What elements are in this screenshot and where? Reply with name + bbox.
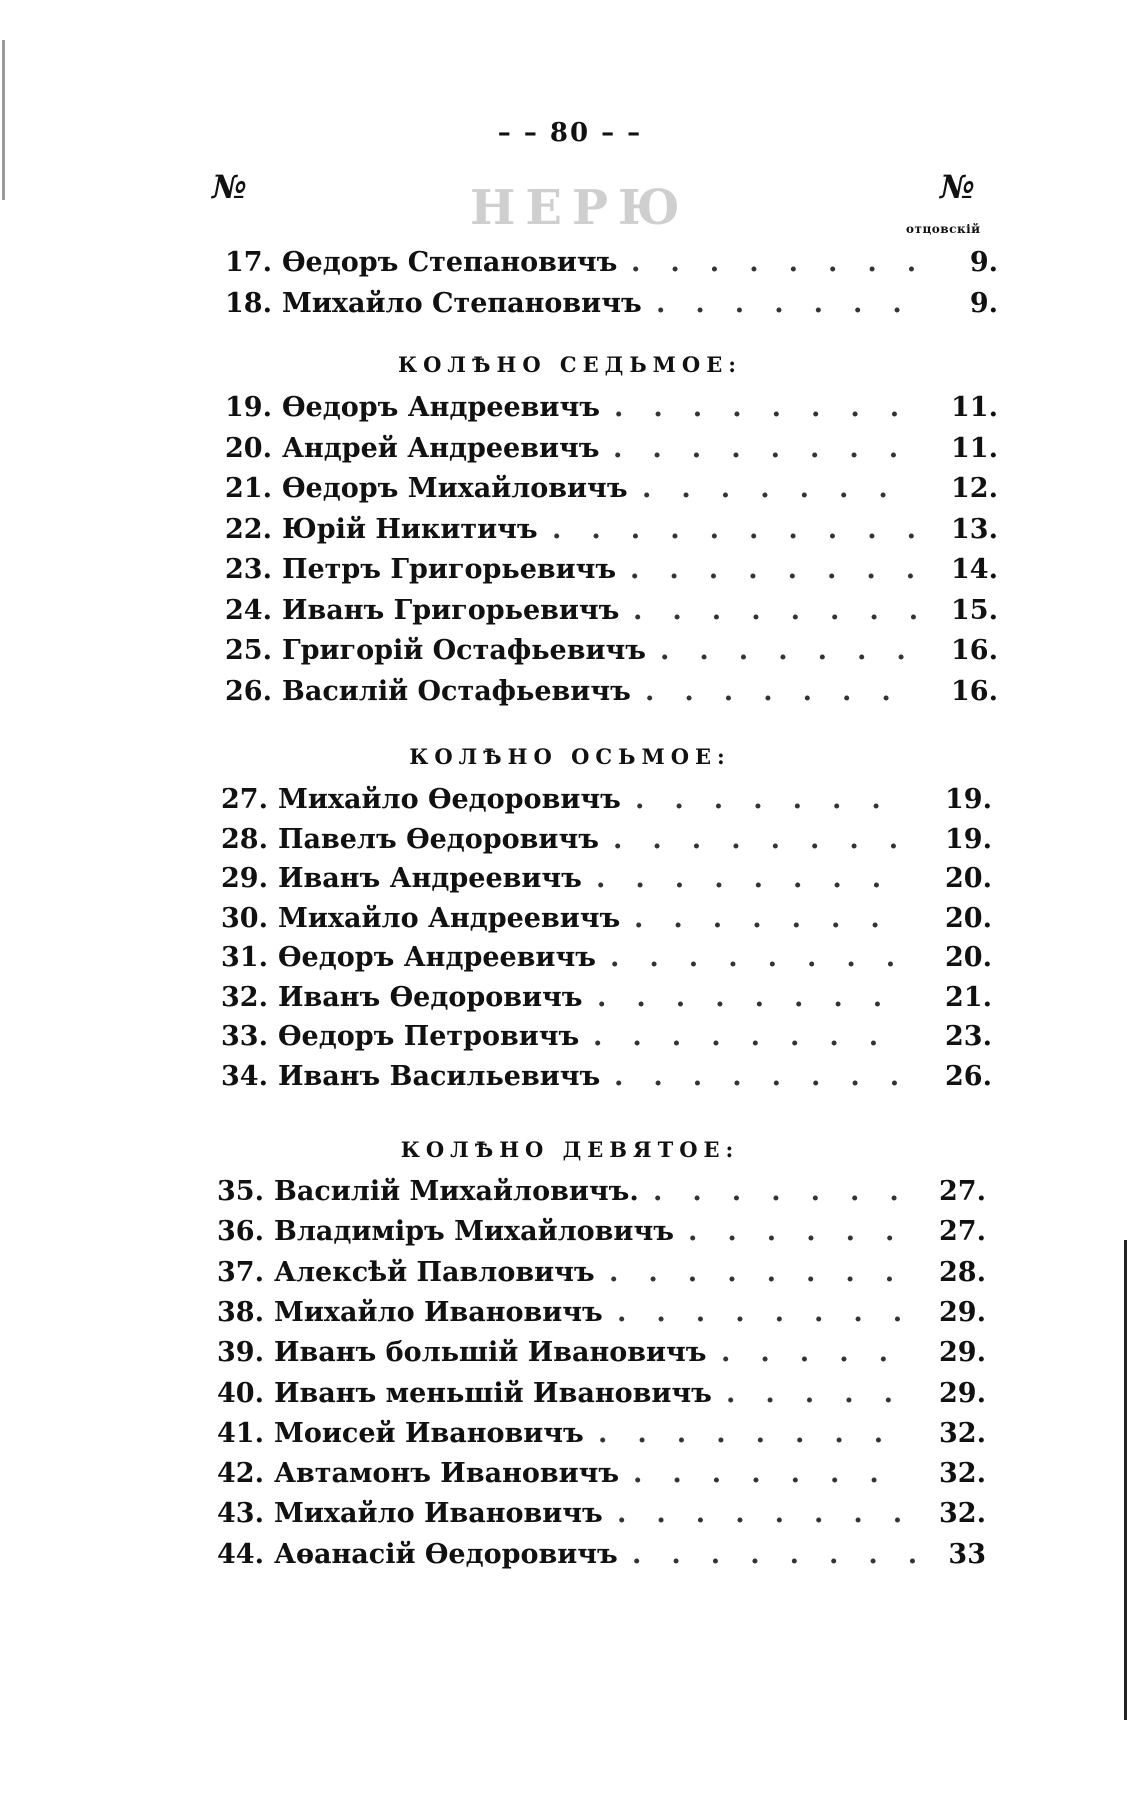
person-name: Григорій Остафьевичъ bbox=[282, 635, 646, 666]
person-name: Өедоръ Петровичъ bbox=[278, 1021, 580, 1052]
person-name: Иванъ Григорьевичъ bbox=[282, 594, 620, 626]
leader-dots: ....... bbox=[660, 635, 936, 666]
entry-number: 29. bbox=[221, 863, 268, 894]
person-name: Михайло Андреевичъ bbox=[278, 902, 621, 934]
person-name: Иванъ Өедоровичъ bbox=[278, 981, 583, 1013]
entry-number: 25. bbox=[225, 635, 272, 666]
generation-heading: КОЛѢНО СЕДЬМОЕ: bbox=[398, 352, 742, 377]
father-number: 9. bbox=[969, 287, 998, 319]
person-name: Василій Михайловичъ. bbox=[274, 1176, 639, 1207]
list-item bbox=[198, 672, 998, 712]
father-number: 26. bbox=[945, 1060, 992, 1092]
person-name: Иванъ меньшій Ивановичъ bbox=[274, 1377, 712, 1409]
father-number: 32. bbox=[939, 1417, 986, 1449]
entry-number: 35. bbox=[217, 1176, 264, 1207]
person-name: Өедоръ Андреевичъ bbox=[278, 942, 596, 973]
entry-number: 21. bbox=[225, 473, 272, 504]
entry-number: 30. bbox=[221, 902, 268, 934]
person-name: Аөанасій Өедоровичъ bbox=[274, 1538, 618, 1570]
father-number: 19. bbox=[945, 784, 992, 815]
page-number: – – 80 – – bbox=[497, 118, 643, 148]
list-item bbox=[190, 1253, 986, 1293]
father-number: 13. bbox=[951, 513, 998, 545]
list-item bbox=[194, 978, 992, 1018]
father-number: 27. bbox=[939, 1176, 986, 1207]
list-item bbox=[194, 899, 992, 939]
person-name: Павелъ Өедоровичъ bbox=[278, 823, 599, 855]
entry-number: 34. bbox=[221, 1060, 268, 1092]
list-item bbox=[198, 388, 998, 428]
father-number: 29. bbox=[939, 1377, 986, 1409]
leader-dots: ....... bbox=[656, 287, 932, 319]
list-item bbox=[194, 780, 992, 820]
leader-dots: ...... bbox=[688, 1216, 925, 1248]
list-item bbox=[198, 243, 998, 283]
list-item bbox=[190, 1494, 986, 1534]
faint-bleed-heading: НЕРЮ bbox=[470, 180, 690, 236]
leader-dots: ........ bbox=[632, 1538, 948, 1570]
father-number: 16. bbox=[951, 675, 998, 707]
leader-dots: ..... bbox=[721, 1337, 918, 1369]
entry-number: 42. bbox=[217, 1458, 264, 1490]
father-number: 29. bbox=[939, 1337, 986, 1369]
entry-number: 36. bbox=[217, 1216, 264, 1248]
leader-dots: ....... bbox=[653, 1176, 929, 1207]
list-item bbox=[198, 469, 998, 509]
list-item bbox=[190, 1172, 986, 1212]
father-number: 20. bbox=[945, 902, 992, 934]
person-name: Алексѣй Павловичъ bbox=[274, 1256, 595, 1288]
person-name: Өедоръ Андреевичъ bbox=[282, 392, 600, 423]
father-number: 32. bbox=[939, 1458, 986, 1490]
person-name: Моисей Ивановичъ bbox=[274, 1417, 584, 1449]
leader-dots: ........ bbox=[614, 1060, 930, 1092]
person-name: Михайло Ивановичъ bbox=[274, 1498, 603, 1530]
father-number: 14. bbox=[951, 554, 998, 585]
leader-dots: ........ bbox=[617, 1296, 933, 1328]
entry-number: 32. bbox=[221, 981, 268, 1013]
father-number: 11. bbox=[951, 392, 998, 423]
list-item bbox=[194, 859, 992, 899]
father-number: 27. bbox=[939, 1216, 986, 1248]
entry-number: 17. bbox=[225, 247, 272, 278]
person-name: Автамонъ Ивановичъ bbox=[274, 1458, 620, 1490]
leader-dots: ........ bbox=[597, 981, 913, 1013]
person-name: Өедоръ Михайловичъ bbox=[282, 473, 628, 504]
entry-number: 43. bbox=[217, 1498, 264, 1530]
list-item bbox=[198, 591, 998, 631]
leader-dots: ........ bbox=[613, 432, 929, 464]
person-name: Юрій Никитичъ bbox=[282, 513, 538, 545]
entry-number: 24. bbox=[225, 594, 272, 626]
list-item bbox=[198, 429, 998, 469]
father-number: 32. bbox=[939, 1498, 986, 1530]
leader-dots: .......... bbox=[552, 513, 946, 545]
list-item bbox=[198, 550, 998, 590]
entry-number: 27. bbox=[221, 784, 268, 815]
entry-number: 39. bbox=[217, 1337, 264, 1369]
father-number: 9. bbox=[969, 247, 998, 278]
list-item bbox=[194, 820, 992, 860]
entry-number: 41. bbox=[217, 1417, 264, 1449]
leader-dots: ........ bbox=[613, 823, 929, 855]
list-item bbox=[198, 284, 998, 324]
leader-dots: ........ bbox=[633, 594, 949, 626]
entry-number: 31. bbox=[221, 942, 268, 973]
list-item bbox=[190, 1535, 986, 1575]
person-name: Андрей Андреевичъ bbox=[282, 432, 600, 464]
leader-dots: ....... bbox=[633, 1458, 909, 1490]
father-number: 19. bbox=[945, 823, 992, 855]
father-number: 21. bbox=[945, 981, 992, 1013]
entry-number: 38. bbox=[217, 1296, 264, 1328]
father-number: 12. bbox=[951, 473, 998, 504]
leader-dots: ........ bbox=[630, 554, 946, 585]
entry-number: 19. bbox=[225, 392, 272, 423]
list-item bbox=[190, 1374, 986, 1414]
list-item bbox=[190, 1293, 986, 1333]
father-number: 28. bbox=[939, 1256, 986, 1288]
person-name: Василій Остафьевичъ bbox=[282, 675, 631, 707]
entry-number: 28. bbox=[221, 823, 268, 855]
father-number-column-label: отцовскій bbox=[906, 222, 981, 236]
entry-number: 26. bbox=[225, 675, 272, 707]
father-number: 15. bbox=[951, 594, 998, 626]
leader-dots: ........ bbox=[609, 1256, 925, 1288]
entry-number: 40. bbox=[217, 1377, 264, 1409]
entry-number: 20. bbox=[225, 432, 272, 464]
person-name: Иванъ большій Ивановичъ bbox=[274, 1337, 707, 1369]
leader-dots: ..... bbox=[726, 1377, 923, 1409]
entry-number: 33. bbox=[221, 1021, 268, 1052]
leader-dots: ........ bbox=[617, 1498, 933, 1530]
entry-number: 22. bbox=[225, 513, 272, 545]
entry-number: 37. bbox=[217, 1256, 264, 1288]
leader-dots: ....... bbox=[642, 473, 918, 504]
entry-number: 44. bbox=[217, 1538, 264, 1570]
person-name: Петръ Григорьевичъ bbox=[282, 554, 617, 585]
leader-dots: ........ bbox=[593, 1021, 909, 1052]
father-number: 11. bbox=[951, 432, 998, 464]
list-item bbox=[190, 1333, 986, 1373]
list-item bbox=[198, 510, 998, 550]
list-item bbox=[194, 938, 992, 978]
list-item bbox=[190, 1454, 986, 1494]
list-item bbox=[194, 1017, 992, 1057]
father-number: 23. bbox=[945, 1021, 992, 1052]
person-name: Михайло Степановичъ bbox=[282, 287, 642, 319]
person-name: Иванъ Андреевичъ bbox=[278, 863, 582, 894]
father-number: 20. bbox=[945, 942, 992, 973]
father-number: 29. bbox=[939, 1296, 986, 1328]
leader-dots: ........ bbox=[596, 863, 912, 894]
father-number-column-mark: № bbox=[940, 168, 975, 206]
father-number: 16. bbox=[951, 635, 998, 666]
generation-heading: КОЛѢНО ДЕВЯТОЕ: bbox=[400, 1137, 740, 1162]
leader-dots: ........ bbox=[631, 247, 947, 278]
entry-number: 18. bbox=[225, 287, 272, 319]
person-name: Иванъ Васильевичъ bbox=[278, 1060, 601, 1092]
father-number: 20. bbox=[945, 863, 992, 894]
right-margin-scan-line bbox=[1124, 1240, 1127, 1720]
person-name: Михайло Өедоровичъ bbox=[278, 784, 621, 815]
leader-dots: ........ bbox=[598, 1417, 914, 1449]
leader-dots: ....... bbox=[634, 902, 910, 934]
list-item bbox=[190, 1414, 986, 1454]
list-item bbox=[190, 1212, 986, 1252]
leader-dots: ....... bbox=[645, 675, 921, 707]
leader-dots: ........ bbox=[610, 942, 926, 973]
leader-dots: ....... bbox=[635, 784, 911, 815]
leader-dots: ........ bbox=[614, 392, 930, 423]
generation-heading: КОЛѢНО ОСЬМОЕ: bbox=[409, 744, 731, 769]
person-name: Өедоръ Степановичъ bbox=[282, 247, 618, 278]
list-item bbox=[194, 1057, 992, 1097]
number-column-mark: № bbox=[212, 168, 247, 206]
person-name: Владиміръ Михайловичъ bbox=[274, 1216, 674, 1248]
entry-number: 23. bbox=[225, 554, 272, 585]
father-number: 33 bbox=[948, 1538, 986, 1570]
list-item bbox=[198, 631, 998, 671]
person-name: Михайло Ивановичъ bbox=[274, 1296, 603, 1328]
